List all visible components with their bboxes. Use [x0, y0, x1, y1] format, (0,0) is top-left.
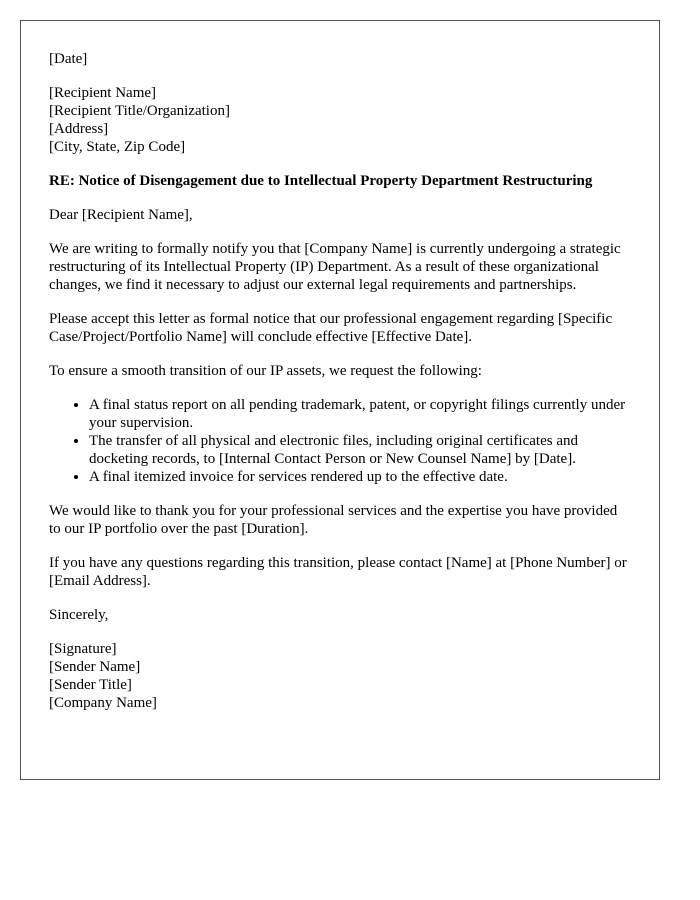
recipient-address: [Address]	[49, 121, 109, 137]
letter-document	[20, 20, 660, 780]
recipient-title-organization: [Recipient Title/Organization]	[49, 103, 230, 119]
closing: Sincerely,	[49, 607, 109, 623]
recipient-address-block	[49, 84, 631, 156]
sender-name: [Sender Name]	[49, 659, 141, 675]
recipient-name: [Recipient Name]	[49, 85, 157, 101]
salutation: Dear [Recipient Name],	[49, 207, 193, 223]
contact-paragraph: If you have any questions regarding this transition, please contact [Name] at [Phone Number] or [Email Address].	[49, 555, 627, 589]
transition-paragraph: To ensure a smooth transition of our IP assets, we request the following:	[49, 363, 482, 379]
list-item: • The transfer of all physical and electronic files, including original certificates and docketing records, to [Internal Contact Person or New Counsel Name] by [Date].	[89, 432, 631, 468]
intro-paragraph: We are writing to formally notify you that [Company Name] is currently undergoing a strategic restructuring of its Intellectual Property (IP) Department. As a result of these organizational changes, we find it necessary to adjust our external legal requirements and partnerships.	[49, 241, 621, 293]
notice-paragraph: Please accept this letter as formal notice that our professional engagement regarding [Specific Case/Project/Portfolio Name] will conclude effective [Effective Date].	[49, 311, 613, 345]
sender-block	[49, 640, 631, 712]
subject-line: RE: Notice of Disengagement due to Intellectual Property Department Restructuring	[49, 173, 593, 189]
request-list	[49, 396, 631, 486]
sender-signature: [Signature]	[49, 641, 117, 657]
letter-date: [Date]	[49, 51, 88, 67]
recipient-city-state-zip: [City, State, Zip Code]	[49, 139, 186, 155]
sender-company: [Company Name]	[49, 695, 157, 711]
sender-title: [Sender Title]	[49, 677, 132, 693]
thanks-paragraph: We would like to thank you for your professional services and the expertise you have provided to our IP portfolio over the past [Duration].	[49, 503, 618, 537]
list-item: • A final status report on all pending trademark, patent, or copyright filings currently under your supervision.	[89, 396, 631, 432]
list-item: • A final itemized invoice for services rendered up to the effective date.	[89, 468, 631, 486]
